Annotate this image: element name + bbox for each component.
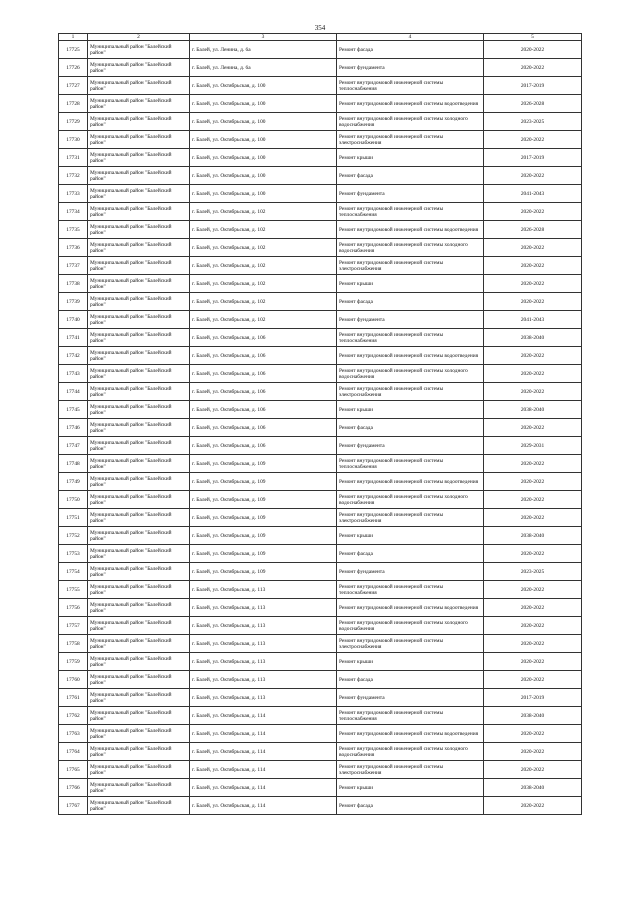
work-type-cell: Ремонт внутридомовой инженерной системы водоотведения xyxy=(337,599,484,617)
row-number-cell: 17753 xyxy=(59,545,88,563)
municipality-cell: Муниципальный район "Балейский район" xyxy=(88,41,190,59)
period-cell: 2020-2022 xyxy=(484,131,582,149)
period-cell: 2038-2040 xyxy=(484,329,582,347)
period-cell: 2020-2022 xyxy=(484,383,582,401)
table-row xyxy=(59,455,582,473)
row-number-cell: 17744 xyxy=(59,383,88,401)
row-number-cell: 17765 xyxy=(59,761,88,779)
work-type-cell: Ремонт внутридомовой инженерной системы электроснабжения xyxy=(337,131,484,149)
work-type-cell: Ремонт фасада xyxy=(337,167,484,185)
address-cell: г. Балей, ул. Октябрьская, д. 109 xyxy=(190,455,337,473)
table-row xyxy=(59,167,582,185)
municipality-cell: Муниципальный район "Балейский район" xyxy=(88,59,190,77)
work-type-cell: Ремонт фундамента xyxy=(337,59,484,77)
work-type-cell: Ремонт внутридомовой инженерной системы водоотведения xyxy=(337,95,484,113)
address-cell: г. Балей, ул. Октябрьская, д. 100 xyxy=(190,131,337,149)
municipality-cell: Муниципальный район "Балейский район" xyxy=(88,329,190,347)
address-cell: г. Балей, ул. Октябрьская, д. 106 xyxy=(190,419,337,437)
address-cell: г. Балей, ул. Октябрьская, д. 100 xyxy=(190,185,337,203)
address-cell: г. Балей, ул. Октябрьская, д. 106 xyxy=(190,401,337,419)
row-number-cell: 17752 xyxy=(59,527,88,545)
table-row xyxy=(59,491,582,509)
period-cell: 2020-2022 xyxy=(484,761,582,779)
row-number-cell: 17747 xyxy=(59,437,88,455)
address-cell: г. Балей, ул. Октябрьская, д. 113 xyxy=(190,689,337,707)
address-cell: г. Балей, ул. Октябрьская, д. 102 xyxy=(190,221,337,239)
table-row xyxy=(59,203,582,221)
work-type-cell: Ремонт внутридомовой инженерной системы теплоснабжения xyxy=(337,77,484,95)
work-type-cell: Ремонт внутридомовой инженерной системы водоотведения xyxy=(337,221,484,239)
row-number-cell: 17766 xyxy=(59,779,88,797)
period-cell: 2020-2022 xyxy=(484,797,582,815)
period-cell: 2017-2019 xyxy=(484,689,582,707)
table-row xyxy=(59,311,582,329)
column-header: 2 xyxy=(88,34,190,41)
period-cell: 2020-2022 xyxy=(484,743,582,761)
row-number-cell: 17740 xyxy=(59,311,88,329)
address-cell: г. Балей, ул. Октябрьская, д. 102 xyxy=(190,293,337,311)
municipality-cell: Муниципальный район "Балейский район" xyxy=(88,311,190,329)
work-type-cell: Ремонт крыши xyxy=(337,401,484,419)
row-number-cell: 17726 xyxy=(59,59,88,77)
address-cell: г. Балей, ул. Октябрьская, д. 100 xyxy=(190,77,337,95)
address-cell: г. Балей, ул. Октябрьская, д. 114 xyxy=(190,743,337,761)
work-type-cell: Ремонт фундамента xyxy=(337,311,484,329)
period-cell: 2038-2040 xyxy=(484,707,582,725)
column-header: 5 xyxy=(484,34,582,41)
period-cell: 2029-2031 xyxy=(484,437,582,455)
row-number-cell: 17761 xyxy=(59,689,88,707)
row-number-cell: 17725 xyxy=(59,41,88,59)
municipality-cell: Муниципальный район "Балейский район" xyxy=(88,509,190,527)
work-type-cell: Ремонт внутридомовой инженерной системы электроснабжения xyxy=(337,635,484,653)
period-cell: 2020-2022 xyxy=(484,509,582,527)
address-cell: г. Балей, ул. Октябрьская, д. 106 xyxy=(190,347,337,365)
address-cell: г. Балей, ул. Октябрьская, д. 109 xyxy=(190,491,337,509)
column-header: 4 xyxy=(337,34,484,41)
work-type-cell: Ремонт внутридомовой инженерной системы теплоснабжения xyxy=(337,203,484,221)
municipality-cell: Муниципальный район "Балейский район" xyxy=(88,113,190,131)
period-cell: 2020-2022 xyxy=(484,599,582,617)
period-cell: 2020-2022 xyxy=(484,473,582,491)
address-cell: г. Балей, ул. Октябрьская, д. 109 xyxy=(190,545,337,563)
work-type-cell: Ремонт внутридомовой инженерной системы холодного водоснабжения xyxy=(337,743,484,761)
address-cell: г. Балей, ул. Октябрьская, д. 106 xyxy=(190,383,337,401)
address-cell: г. Балей, ул. Октябрьская, д. 113 xyxy=(190,599,337,617)
address-cell: г. Балей, ул. Октябрьская, д. 113 xyxy=(190,617,337,635)
table-row xyxy=(59,113,582,131)
period-cell: 2020-2022 xyxy=(484,275,582,293)
address-cell: г. Балей, ул. Октябрьская, д. 102 xyxy=(190,311,337,329)
period-cell: 2020-2022 xyxy=(484,671,582,689)
row-number-cell: 17764 xyxy=(59,743,88,761)
work-type-cell: Ремонт внутридомовой инженерной системы холодного водоснабжения xyxy=(337,491,484,509)
row-number-cell: 17728 xyxy=(59,95,88,113)
table-row xyxy=(59,383,582,401)
row-number-cell: 17748 xyxy=(59,455,88,473)
work-type-cell: Ремонт крыши xyxy=(337,527,484,545)
address-cell: г. Балей, ул. Октябрьская, д. 114 xyxy=(190,797,337,815)
municipality-cell: Муниципальный район "Балейский район" xyxy=(88,239,190,257)
table-row xyxy=(59,347,582,365)
work-type-cell: Ремонт внутридомовой инженерной системы водоотведения xyxy=(337,347,484,365)
municipality-cell: Муниципальный район "Балейский район" xyxy=(88,401,190,419)
municipality-cell: Муниципальный район "Балейский район" xyxy=(88,581,190,599)
period-cell: 2023-2025 xyxy=(484,113,582,131)
address-cell: г. Балей, ул. Октябрьская, д. 100 xyxy=(190,113,337,131)
municipality-cell: Муниципальный район "Балейский район" xyxy=(88,95,190,113)
municipality-cell: Муниципальный район "Балейский район" xyxy=(88,167,190,185)
work-type-cell: Ремонт фасада xyxy=(337,293,484,311)
address-cell: г. Балей, ул. Октябрьская, д. 100 xyxy=(190,167,337,185)
row-number-cell: 17749 xyxy=(59,473,88,491)
period-cell: 2020-2022 xyxy=(484,203,582,221)
table-row xyxy=(59,599,582,617)
address-cell: г. Балей, ул. Октябрьская, д. 109 xyxy=(190,473,337,491)
table-row xyxy=(59,401,582,419)
row-number-cell: 17757 xyxy=(59,617,88,635)
municipality-cell: Муниципальный район "Балейский район" xyxy=(88,419,190,437)
work-type-cell: Ремонт внутридомовой инженерной системы водоотведения xyxy=(337,473,484,491)
row-number-cell: 17754 xyxy=(59,563,88,581)
municipality-cell: Муниципальный район "Балейский район" xyxy=(88,689,190,707)
table-row xyxy=(59,635,582,653)
period-cell: 2041-2043 xyxy=(484,185,582,203)
work-type-cell: Ремонт внутридомовой инженерной системы электроснабжения xyxy=(337,761,484,779)
period-cell: 2020-2022 xyxy=(484,41,582,59)
period-cell: 2026-2028 xyxy=(484,95,582,113)
page-number: 354 xyxy=(314,24,326,32)
address-cell: г. Балей, ул. Октябрьская, д. 102 xyxy=(190,275,337,293)
table-row xyxy=(59,797,582,815)
table-row xyxy=(59,779,582,797)
row-number-cell: 17751 xyxy=(59,509,88,527)
work-type-cell: Ремонт внутридомовой инженерной системы холодного водоснабжения xyxy=(337,239,484,257)
municipality-cell: Муниципальный район "Балейский район" xyxy=(88,203,190,221)
municipality-cell: Муниципальный район "Балейский район" xyxy=(88,275,190,293)
row-number-cell: 17767 xyxy=(59,797,88,815)
row-number-cell: 17758 xyxy=(59,635,88,653)
address-cell: г. Балей, ул. Октябрьская, д. 109 xyxy=(190,527,337,545)
address-cell: г. Балей, ул. Ленина, д. 6а xyxy=(190,41,337,59)
address-cell: г. Балей, ул. Октябрьская, д. 113 xyxy=(190,635,337,653)
municipality-cell: Муниципальный район "Балейский район" xyxy=(88,437,190,455)
period-cell: 2020-2022 xyxy=(484,725,582,743)
municipality-cell: Муниципальный район "Балейский район" xyxy=(88,77,190,95)
table-row xyxy=(59,581,582,599)
row-number-cell: 17737 xyxy=(59,257,88,275)
address-cell: г. Балей, ул. Октябрьская, д. 102 xyxy=(190,257,337,275)
municipality-cell: Муниципальный район "Балейский район" xyxy=(88,743,190,761)
period-cell: 2026-2028 xyxy=(484,221,582,239)
municipality-cell: Муниципальный район "Балейский район" xyxy=(88,455,190,473)
period-cell: 2041-2043 xyxy=(484,311,582,329)
period-cell: 2020-2022 xyxy=(484,545,582,563)
table-row xyxy=(59,761,582,779)
work-type-cell: Ремонт внутридомовой инженерной системы электроснабжения xyxy=(337,257,484,275)
period-cell: 2038-2040 xyxy=(484,527,582,545)
table-row xyxy=(59,653,582,671)
header-row xyxy=(59,34,582,41)
row-number-cell: 17746 xyxy=(59,419,88,437)
table-row xyxy=(59,545,582,563)
table-row xyxy=(59,725,582,743)
work-type-cell: Ремонт внутридомовой инженерной системы теплоснабжения xyxy=(337,455,484,473)
address-cell: г. Балей, ул. Октябрьская, д. 106 xyxy=(190,437,337,455)
work-type-cell: Ремонт крыши xyxy=(337,653,484,671)
municipality-cell: Муниципальный район "Балейский район" xyxy=(88,725,190,743)
row-number-cell: 17733 xyxy=(59,185,88,203)
table-row xyxy=(59,185,582,203)
table-row xyxy=(59,293,582,311)
work-type-cell: Ремонт внутридомовой инженерной системы холодного водоснабжения xyxy=(337,365,484,383)
period-cell: 2020-2022 xyxy=(484,59,582,77)
period-cell: 2020-2022 xyxy=(484,653,582,671)
period-cell: 2020-2022 xyxy=(484,617,582,635)
address-cell: г. Балей, ул. Октябрьская, д. 102 xyxy=(190,239,337,257)
address-cell: г. Балей, ул. Октябрьская, д. 100 xyxy=(190,149,337,167)
address-cell: г. Балей, ул. Октябрьская, д. 114 xyxy=(190,761,337,779)
municipality-cell: Муниципальный район "Балейский район" xyxy=(88,563,190,581)
municipality-cell: Муниципальный район "Балейский район" xyxy=(88,617,190,635)
address-cell: г. Балей, ул. Октябрьская, д. 114 xyxy=(190,707,337,725)
table-row xyxy=(59,419,582,437)
column-header: 3 xyxy=(190,34,337,41)
row-number-cell: 17732 xyxy=(59,167,88,185)
work-type-cell: Ремонт фундамента xyxy=(337,437,484,455)
row-number-cell: 17755 xyxy=(59,581,88,599)
table-row xyxy=(59,617,582,635)
address-cell: г. Балей, ул. Октябрьская, д. 113 xyxy=(190,581,337,599)
work-type-cell: Ремонт внутридомовой инженерной системы водоотведения xyxy=(337,725,484,743)
municipality-cell: Муниципальный район "Балейский район" xyxy=(88,131,190,149)
work-type-cell: Ремонт крыши xyxy=(337,275,484,293)
municipality-cell: Муниципальный район "Балейский район" xyxy=(88,797,190,815)
period-cell: 2020-2022 xyxy=(484,347,582,365)
row-number-cell: 17734 xyxy=(59,203,88,221)
work-type-cell: Ремонт фундамента xyxy=(337,689,484,707)
row-number-cell: 17759 xyxy=(59,653,88,671)
work-type-cell: Ремонт крыши xyxy=(337,779,484,797)
table-row xyxy=(59,671,582,689)
table-row xyxy=(59,689,582,707)
address-cell: г. Балей, ул. Октябрьская, д. 106 xyxy=(190,365,337,383)
address-cell: г. Балей, ул. Октябрьская, д. 114 xyxy=(190,779,337,797)
table-row xyxy=(59,365,582,383)
municipality-cell: Муниципальный район "Балейский район" xyxy=(88,527,190,545)
table-row xyxy=(59,95,582,113)
work-type-cell: Ремонт внутридомовой инженерной системы теплоснабжения xyxy=(337,329,484,347)
work-type-cell: Ремонт внутридомовой инженерной системы электроснабжения xyxy=(337,383,484,401)
address-cell: г. Балей, ул. Октябрьская, д. 109 xyxy=(190,509,337,527)
municipality-cell: Муниципальный район "Балейский район" xyxy=(88,599,190,617)
period-cell: 2020-2022 xyxy=(484,581,582,599)
municipality-cell: Муниципальный район "Балейский район" xyxy=(88,779,190,797)
address-cell: г. Балей, ул. Октябрьская, д. 113 xyxy=(190,653,337,671)
period-cell: 2020-2022 xyxy=(484,365,582,383)
municipality-cell: Муниципальный район "Балейский район" xyxy=(88,365,190,383)
work-type-cell: Ремонт фасада xyxy=(337,419,484,437)
municipality-cell: Муниципальный район "Балейский район" xyxy=(88,707,190,725)
table-row xyxy=(59,473,582,491)
row-number-cell: 17730 xyxy=(59,131,88,149)
municipality-cell: Муниципальный район "Балейский район" xyxy=(88,491,190,509)
table-row xyxy=(59,59,582,77)
period-cell: 2020-2022 xyxy=(484,257,582,275)
work-type-cell: Ремонт внутридомовой инженерной системы теплоснабжения xyxy=(337,707,484,725)
table-row xyxy=(59,77,582,95)
work-type-cell: Ремонт фасада xyxy=(337,41,484,59)
table-row xyxy=(59,257,582,275)
period-cell: 2017-2019 xyxy=(484,149,582,167)
table-row xyxy=(59,149,582,167)
row-number-cell: 17736 xyxy=(59,239,88,257)
municipality-cell: Муниципальный район "Балейский район" xyxy=(88,473,190,491)
work-type-cell: Ремонт внутридомовой инженерной системы холодного водоснабжения xyxy=(337,617,484,635)
column-header: 1 xyxy=(59,34,88,41)
work-type-cell: Ремонт внутридомовой инженерной системы холодного водоснабжения xyxy=(337,113,484,131)
row-number-cell: 17738 xyxy=(59,275,88,293)
municipality-cell: Муниципальный район "Балейский район" xyxy=(88,545,190,563)
period-cell: 2020-2022 xyxy=(484,239,582,257)
table-row xyxy=(59,527,582,545)
period-cell: 2020-2022 xyxy=(484,455,582,473)
row-number-cell: 17750 xyxy=(59,491,88,509)
municipality-cell: Муниципальный район "Балейский район" xyxy=(88,347,190,365)
table-row xyxy=(59,131,582,149)
work-type-cell: Ремонт фасада xyxy=(337,671,484,689)
period-cell: 2023-2025 xyxy=(484,563,582,581)
row-number-cell: 17760 xyxy=(59,671,88,689)
work-type-cell: Ремонт фундамента xyxy=(337,563,484,581)
address-cell: г. Балей, ул. Октябрьская, д. 106 xyxy=(190,329,337,347)
table-row xyxy=(59,275,582,293)
address-cell: г. Балей, ул. Октябрьская, д. 114 xyxy=(190,725,337,743)
period-cell: 2020-2022 xyxy=(484,419,582,437)
row-number-cell: 17741 xyxy=(59,329,88,347)
row-number-cell: 17729 xyxy=(59,113,88,131)
table-row xyxy=(59,563,582,581)
period-cell: 2020-2022 xyxy=(484,167,582,185)
table-row xyxy=(59,437,582,455)
municipality-cell: Муниципальный район "Балейский район" xyxy=(88,149,190,167)
table-row xyxy=(59,707,582,725)
work-type-cell: Ремонт фундамента xyxy=(337,185,484,203)
period-cell: 2017-2019 xyxy=(484,77,582,95)
table-row xyxy=(59,239,582,257)
work-type-cell: Ремонт внутридомовой инженерной системы теплоснабжения xyxy=(337,581,484,599)
municipality-cell: Муниципальный район "Балейский район" xyxy=(88,257,190,275)
table-row xyxy=(59,743,582,761)
row-number-cell: 17756 xyxy=(59,599,88,617)
row-number-cell: 17743 xyxy=(59,365,88,383)
period-cell: 2020-2022 xyxy=(484,293,582,311)
address-cell: г. Балей, ул. Октябрьская, д. 102 xyxy=(190,203,337,221)
row-number-cell: 17745 xyxy=(59,401,88,419)
address-cell: г. Балей, ул. Октябрьская, д. 109 xyxy=(190,563,337,581)
municipality-cell: Муниципальный район "Балейский район" xyxy=(88,635,190,653)
row-number-cell: 17739 xyxy=(59,293,88,311)
municipality-cell: Муниципальный район "Балейский район" xyxy=(88,383,190,401)
table-row xyxy=(59,221,582,239)
row-number-cell: 17727 xyxy=(59,77,88,95)
municipality-cell: Муниципальный район "Балейский район" xyxy=(88,293,190,311)
municipality-cell: Муниципальный район "Балейский район" xyxy=(88,671,190,689)
table-row xyxy=(59,509,582,527)
address-cell: г. Балей, ул. Октябрьская, д. 100 xyxy=(190,95,337,113)
row-number-cell: 17762 xyxy=(59,707,88,725)
work-type-cell: Ремонт внутридомовой инженерной системы электроснабжения xyxy=(337,509,484,527)
table-row xyxy=(59,41,582,59)
address-cell: г. Балей, ул. Октябрьская, д. 113 xyxy=(190,671,337,689)
row-number-cell: 17763 xyxy=(59,725,88,743)
row-number-cell: 17735 xyxy=(59,221,88,239)
period-cell: 2038-2040 xyxy=(484,779,582,797)
table-row xyxy=(59,329,582,347)
period-cell: 2020-2022 xyxy=(484,491,582,509)
work-type-cell: Ремонт фасада xyxy=(337,545,484,563)
period-cell: 2038-2040 xyxy=(484,401,582,419)
repair-schedule-table xyxy=(58,33,582,815)
address-cell: г. Балей, ул. Ленина, д. 6а xyxy=(190,59,337,77)
period-cell: 2020-2022 xyxy=(484,635,582,653)
municipality-cell: Муниципальный район "Балейский район" xyxy=(88,185,190,203)
municipality-cell: Муниципальный район "Балейский район" xyxy=(88,221,190,239)
row-number-cell: 17742 xyxy=(59,347,88,365)
municipality-cell: Муниципальный район "Балейский район" xyxy=(88,761,190,779)
work-type-cell: Ремонт крыши xyxy=(337,149,484,167)
table-body xyxy=(59,41,582,815)
work-type-cell: Ремонт фасада xyxy=(337,797,484,815)
municipality-cell: Муниципальный район "Балейский район" xyxy=(88,653,190,671)
row-number-cell: 17731 xyxy=(59,149,88,167)
